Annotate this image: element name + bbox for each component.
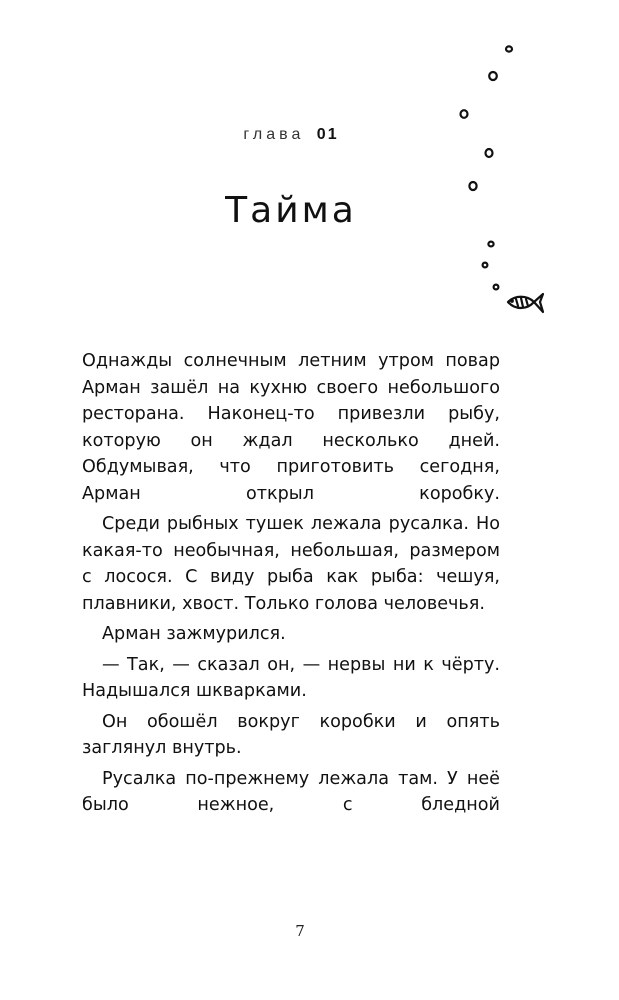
chapter-number: 01	[316, 126, 339, 143]
bubbles-and-fish-illustration	[450, 40, 550, 330]
chapter-body-text	[82, 348, 500, 823]
paragraph: Он обошёл вокруг коробки и опять заглянул внутрь.	[82, 711, 500, 758]
chapter-title: Тайма	[225, 190, 357, 231]
paragraph: Арман зажмурился.	[102, 624, 286, 644]
paragraph: Русалка по-прежнему лежала там. У неё было нежное, с бледной	[82, 768, 500, 815]
fish-icon	[508, 294, 543, 312]
paragraph: — Так, — сказал он, — нервы ни к чёрту. Надышался шкварками.	[82, 654, 500, 701]
paragraph: Среди рыбных тушек лежала русалка. Но какая-то необычная, небольшая, размером с лосося. С виду рыба как рыба: чешуя, плавники, хвост. Только голова человечья.	[82, 514, 500, 614]
bubbles-icon	[461, 46, 513, 289]
chapter-label-word: глава	[243, 126, 305, 143]
page-number: 7	[295, 922, 305, 940]
paragraph: Однажды солнечным летним утром повар Арман зашёл на кухню своего небольшого ресторана. Наконец-то привезли рыбу, которую он ждал несколько дней. Обдумывая, что приготовить сегодня, Арман открыл коробку.	[82, 351, 500, 504]
